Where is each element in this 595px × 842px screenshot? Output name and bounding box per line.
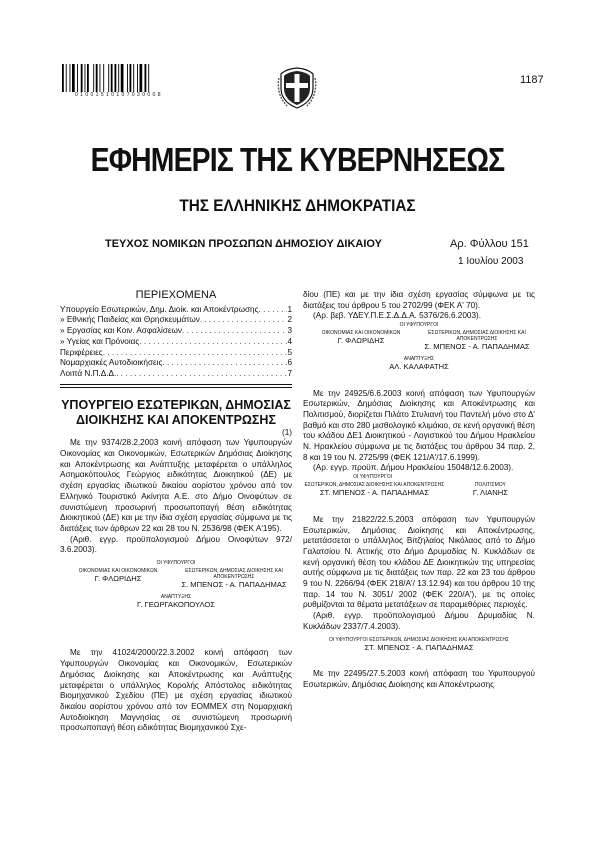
signature-header: ΟΙ ΥΦΥΠΟΥΡΓΟΙ xyxy=(156,560,196,567)
issue-type: ΤΕΥΧΟΣ ΝΟΜΙΚΩΝ ΠΡΟΣΩΠΩΝ ΔΗΜΟΣΙΟΥ ΔΙΚΑΙΟΥ xyxy=(105,238,382,250)
signatory-name: Γ. ΓΕΩΡΓΑΚΟΠΟΥΛΟΣ xyxy=(136,599,215,609)
toc-item[interactable]: Νομαρχιακές Αυτοδιοικήσεις . . . 6 xyxy=(60,358,292,369)
signatory-name: Γ. ΦΛΩΡΙΔΗΣ xyxy=(337,336,385,346)
signature-header: ΟΙ ΥΦΥΠΟΥΡΓΟΙ xyxy=(353,474,393,481)
signatory-name: ΣΤ. ΜΠΕΝΟΣ - Α. ΠΑΠΑΔΗΜΑΣ xyxy=(364,642,474,652)
left-column xyxy=(60,290,292,734)
toc-item[interactable]: Περιφέρειες . . . 5 xyxy=(60,348,292,359)
decision-reference: (Αριθ. εγγρ. προϋπολογισμού Δήμου Οινοφύτων 972/ 3.6.2003). xyxy=(60,534,292,555)
ministry-heading: ΥΠΟΥΡΓΕΙΟ ΕΣΩΤΕΡΙΚΩΝ, ΔΗΜΟΣΙΑΣ ΔΙΟΙΚΗΣΗΣ ΚΑΙ ΑΠΟΚΕΝΤΡΩΣΗΣ xyxy=(61,397,291,427)
decision-text: Με την 24925/6.6.2003 κοινή απόφαση των Υφυπουργών Εσωτερικών, Δημόσιας Διοίκησης και Αποκέντρωσης και Πολιτισμού, διορίζεται Πιλάτο Στυλιανή του Παντελή μόνο στο Δ' βαθμό και στο 280 μισθολογικό κλιμάκιο, σε κενή οργανική θέση του κλάδου ΔΕ1 Διοικητικού - Λογιστικού του Δήμου Ηρακλείου Ν. Ηρακλείου σύμφωνα με τις διατάξεις του άρθρου 34 παρ. 2, 8 και 19 του Ν. 2725/99 (ΦΕΚ 121/Α'/17.6.1999). xyxy=(303,388,535,462)
right-column xyxy=(303,290,535,691)
page-number: 1187 xyxy=(520,74,544,86)
signatory-name: ΣΤ. ΜΠΕΝΟΣ - Α. ΠΑΠΑΔΗΜΑΣ xyxy=(319,488,429,498)
decision-text: δίου (ΠΕ) και με την ίδια σχέση εργασίας σύμφωνα με τις διατάξεις του άρθρου 5 του 2702/99 (ΦΕΚ Α' 70). xyxy=(303,290,535,310)
signatory-name: Γ. ΦΛΩΡΙΔΗΣ xyxy=(94,574,142,584)
toc-item[interactable]: » Υγείας και Πρόνοιας . . . 4 xyxy=(60,337,292,348)
greek-coat-of-arms-icon xyxy=(277,66,317,110)
signatory-name: Σ. ΜΠΕΝΟΣ - Α. ΠΑΠΑΔΗΜΑΣ xyxy=(181,580,287,590)
signature-block: ΟΙΚΟΝΟΜΙΑΣ ΚΑΙ ΟΙΚΟΝΟΜΙΚΩΝ Γ. ΦΛΩΡΙΔΗΣ ΕΣΩΤΕΡΙΚΩΝ, ΔΗΜΟΣΙΑΣ ΔΙΟΙΚΗΣΗΣ ΚΑΙ ΑΠΟΚΕΝΤΡΩΣΗΣ Σ. ΜΠΕΝΟΣ - Α. ΠΑΠΑΔΗΜΑΣ xyxy=(303,330,535,353)
decision-text: Με την 22495/27.5.2003 κοινή απόφαση του Υφυπουργού Εσωτερικών, Δημόσιας Διοίκησης και Αποκέντρωσης xyxy=(303,669,535,689)
signature-header: ΟΙ ΥΦΥΠΟΥΡΓΟΙ xyxy=(399,322,439,329)
decision-reference: (Αρ. εγγρ. προϋπ. Δήμου Ηρακλείου 15048/12.6.2003). xyxy=(313,463,514,473)
signature-role: ΑΝΑΠΤΥΞΗΣ xyxy=(403,355,435,362)
signature-header: ΟΙ ΥΦΥΠΟΥΡΓΟΙ ΕΣΩΤΕΡΙΚΩΝ, ΔΗΜΟΣΙΑΣ ΔΙΟΙΚΗΣΗΣ ΚΑΙ ΑΠΟΚΕΝΤΡΩΣΗΣ xyxy=(328,636,510,643)
toc-item[interactable]: Υπουργείο Εσωτερικών, Δημ. Διοίκ. και Αποκέντρωσης . . . 1 xyxy=(60,305,292,316)
table-of-contents xyxy=(60,305,292,380)
divider xyxy=(60,387,292,388)
sheet-number: Αρ. Φύλλου 151 xyxy=(450,238,529,250)
barcode-number: 0 1 0 0 1 5 1 0 1 0 7 0 3 0 0 0 8 xyxy=(75,92,161,98)
signature-block: ΕΣΩΤΕΡΙΚΩΝ, ΔΗΜΟΣΙΑΣ ΔΙΟΙΚΗΣΗΣ ΚΑΙ ΑΠΟΚΕΝΤΡΩΣΗΣ ΣΤ. ΜΠΕΝΟΣ - Α. ΠΑΠΑΔΗΜΑΣ ΠΟΛΙΤΙΣΜΟΥ Γ. ΛΙΑΝΗΣ xyxy=(303,482,535,499)
barcode xyxy=(62,64,174,92)
issue-date: 1 Ιουλίου 2003 xyxy=(458,256,524,267)
toc-heading: ΠΕΡΙΕΧΟΜΕΝΑ xyxy=(135,289,217,301)
signatory-name: Γ. ΛΙΑΝΗΣ xyxy=(472,488,508,498)
toc-item[interactable]: » Εργασίας και Κοιν. Ασφαλίσεων . . . 3 xyxy=(60,326,292,337)
signatory-name: ΑΛ. ΚΑΛΑΦΑΤΗΣ xyxy=(389,361,449,371)
toc-item[interactable]: Λοιπά Ν.Π.Δ.Δ. . . . 7 xyxy=(60,369,292,380)
toc-item[interactable]: » Εθνικής Παιδείας και Θρησκευμάτων . . . 2 xyxy=(60,315,292,326)
decision-text: Με την 9374/28.2.2003 κοινή απόφαση των Υφυπουργών Οικονομίας και Οικονομικών, Εσωτερικών Δημόσιας Διοίκησης και Αποκέντρωσης και Ανάπτυξης μεταφέρεται ο υπάλληλος Ασημακόπουλος Γεώργιος ειδικότητας Διοικητικού (ΔΕ) με σχέση εργασίας ιδιωτικού δικαίου αορίστου χρόνου από τον Ελληνικό Τουριστικό Ακίνητα Α.Ε. στο Δήμο Οινοφύτων σε συνιστώμενη προσωρινή προσωποπαγή θέση ειδικότητας Διοικητικού (ΔΕ) και με την ίδια σχέση εργασίας σύμφωνα με τις διατάξεις των άρθρων 22 και 28 του Ν. 2536/98 (ΦΕΚ Α'195). xyxy=(60,438,292,533)
gazette-title: ΕΦΗΜΕΡΙΣ ΤΗΣ ΚΥΒΕΡΝΗΣΕΩΣ xyxy=(90,141,505,178)
divider xyxy=(60,384,292,385)
decision-reference: (Αριθ. εγγρ. προϋπολογισμού Δήμου Δρυμαδίας Ν. Κυκλάδων 2337/7.4.2003). xyxy=(303,611,535,631)
signature-role: ΑΝΑΠΤΥΞΗΣ xyxy=(160,593,192,600)
item-number: (1) xyxy=(281,427,292,437)
gazette-subtitle: ΤΗΣ ΕΛΛΗΝΙΚΗΣ ΔΗΜΟΚΡΑΤΙΑΣ xyxy=(179,196,416,215)
decision-text: Με την 21822/22.5.2003 απόφαση των Υφυπουργών Εσωτερικών, Δημόσιας Διοίκησης και Αποκέντρωσης, μετατάσσεται ο υπάλληλος Βιτζηλαίος Νικόλαος από το Δήμο Γαλατσίου Ν. Αττικής στο Δήμο Δρυμαδίας Ν. Κυκλάδων σε κενή οργανική θέση του κλάδου ΔΕ Διοικητικών της υπηρεσίας αυτής σύμφωνα με τις διατάξεις των παρ. 22 και 23 του άρθρου 9 του Ν. 2266/94 (ΦΕΚ 218/Α'/ 13.12.94) και του άρθρου 10 της παρ. 14 του Ν. 3051/ 2002 (ΦΕΚ 220/Α'), με τις οποίες ρυθμίζονται τα θέματα μετατάξεων σε παραμεθόριες περιοχές. xyxy=(303,514,535,610)
signature-block: ΟΙΚΟΝΟΜΙΑΣ ΚΑΙ ΟΙΚΟΝΟΜΙΚΩΝ Γ. ΦΛΩΡΙΔΗΣ ΕΣΩΤΕΡΙΚΩΝ, ΔΗΜΟΣΙΑΣ ΔΙΟΙΚΗΣΗΣ ΚΑΙ ΑΠΟΚΕΝΤΡΩΣΗΣ Σ. ΜΠΕΝΟΣ - Α. ΠΑΠΑΔΗΜΑΣ xyxy=(60,568,292,591)
decision-reference: (Αρ. βεβ. ΥΔΕΥ.Π.Ε.Σ.Δ.Δ.Α. 5376/26.6.2003). xyxy=(313,311,482,321)
signatory-name: Σ. ΜΠΕΝΟΣ - Α. ΠΑΠΑΔΗΜΑΣ xyxy=(424,342,530,352)
decision-text: Με την 41024/2000/22.3.2002 κοινή απόφαση των Υφυπουργών Οικονομίας και Οικονομικών, Εσωτερικών Δημόσιας Διοίκησης και Αποκέντρωσης και Ανάπτυξης μεταφέρεται ο υπάλληλος Κορολής Απόστολος ειδικότητας Βιομηχανικού Σχεδίου (ΠΕ) με σχέση εργασίας ιδιωτικού δικαίου αορίστου χρόνου από τον ΕΟΜΜΕΧ στη Νομαρχιακή Αυτοδιοίκηση Μαγνησίας σε συνιστώμενη προσωρινή προσωποπαγή θέση ειδικότητας Βιομηχανικού Σχε- xyxy=(60,648,292,733)
